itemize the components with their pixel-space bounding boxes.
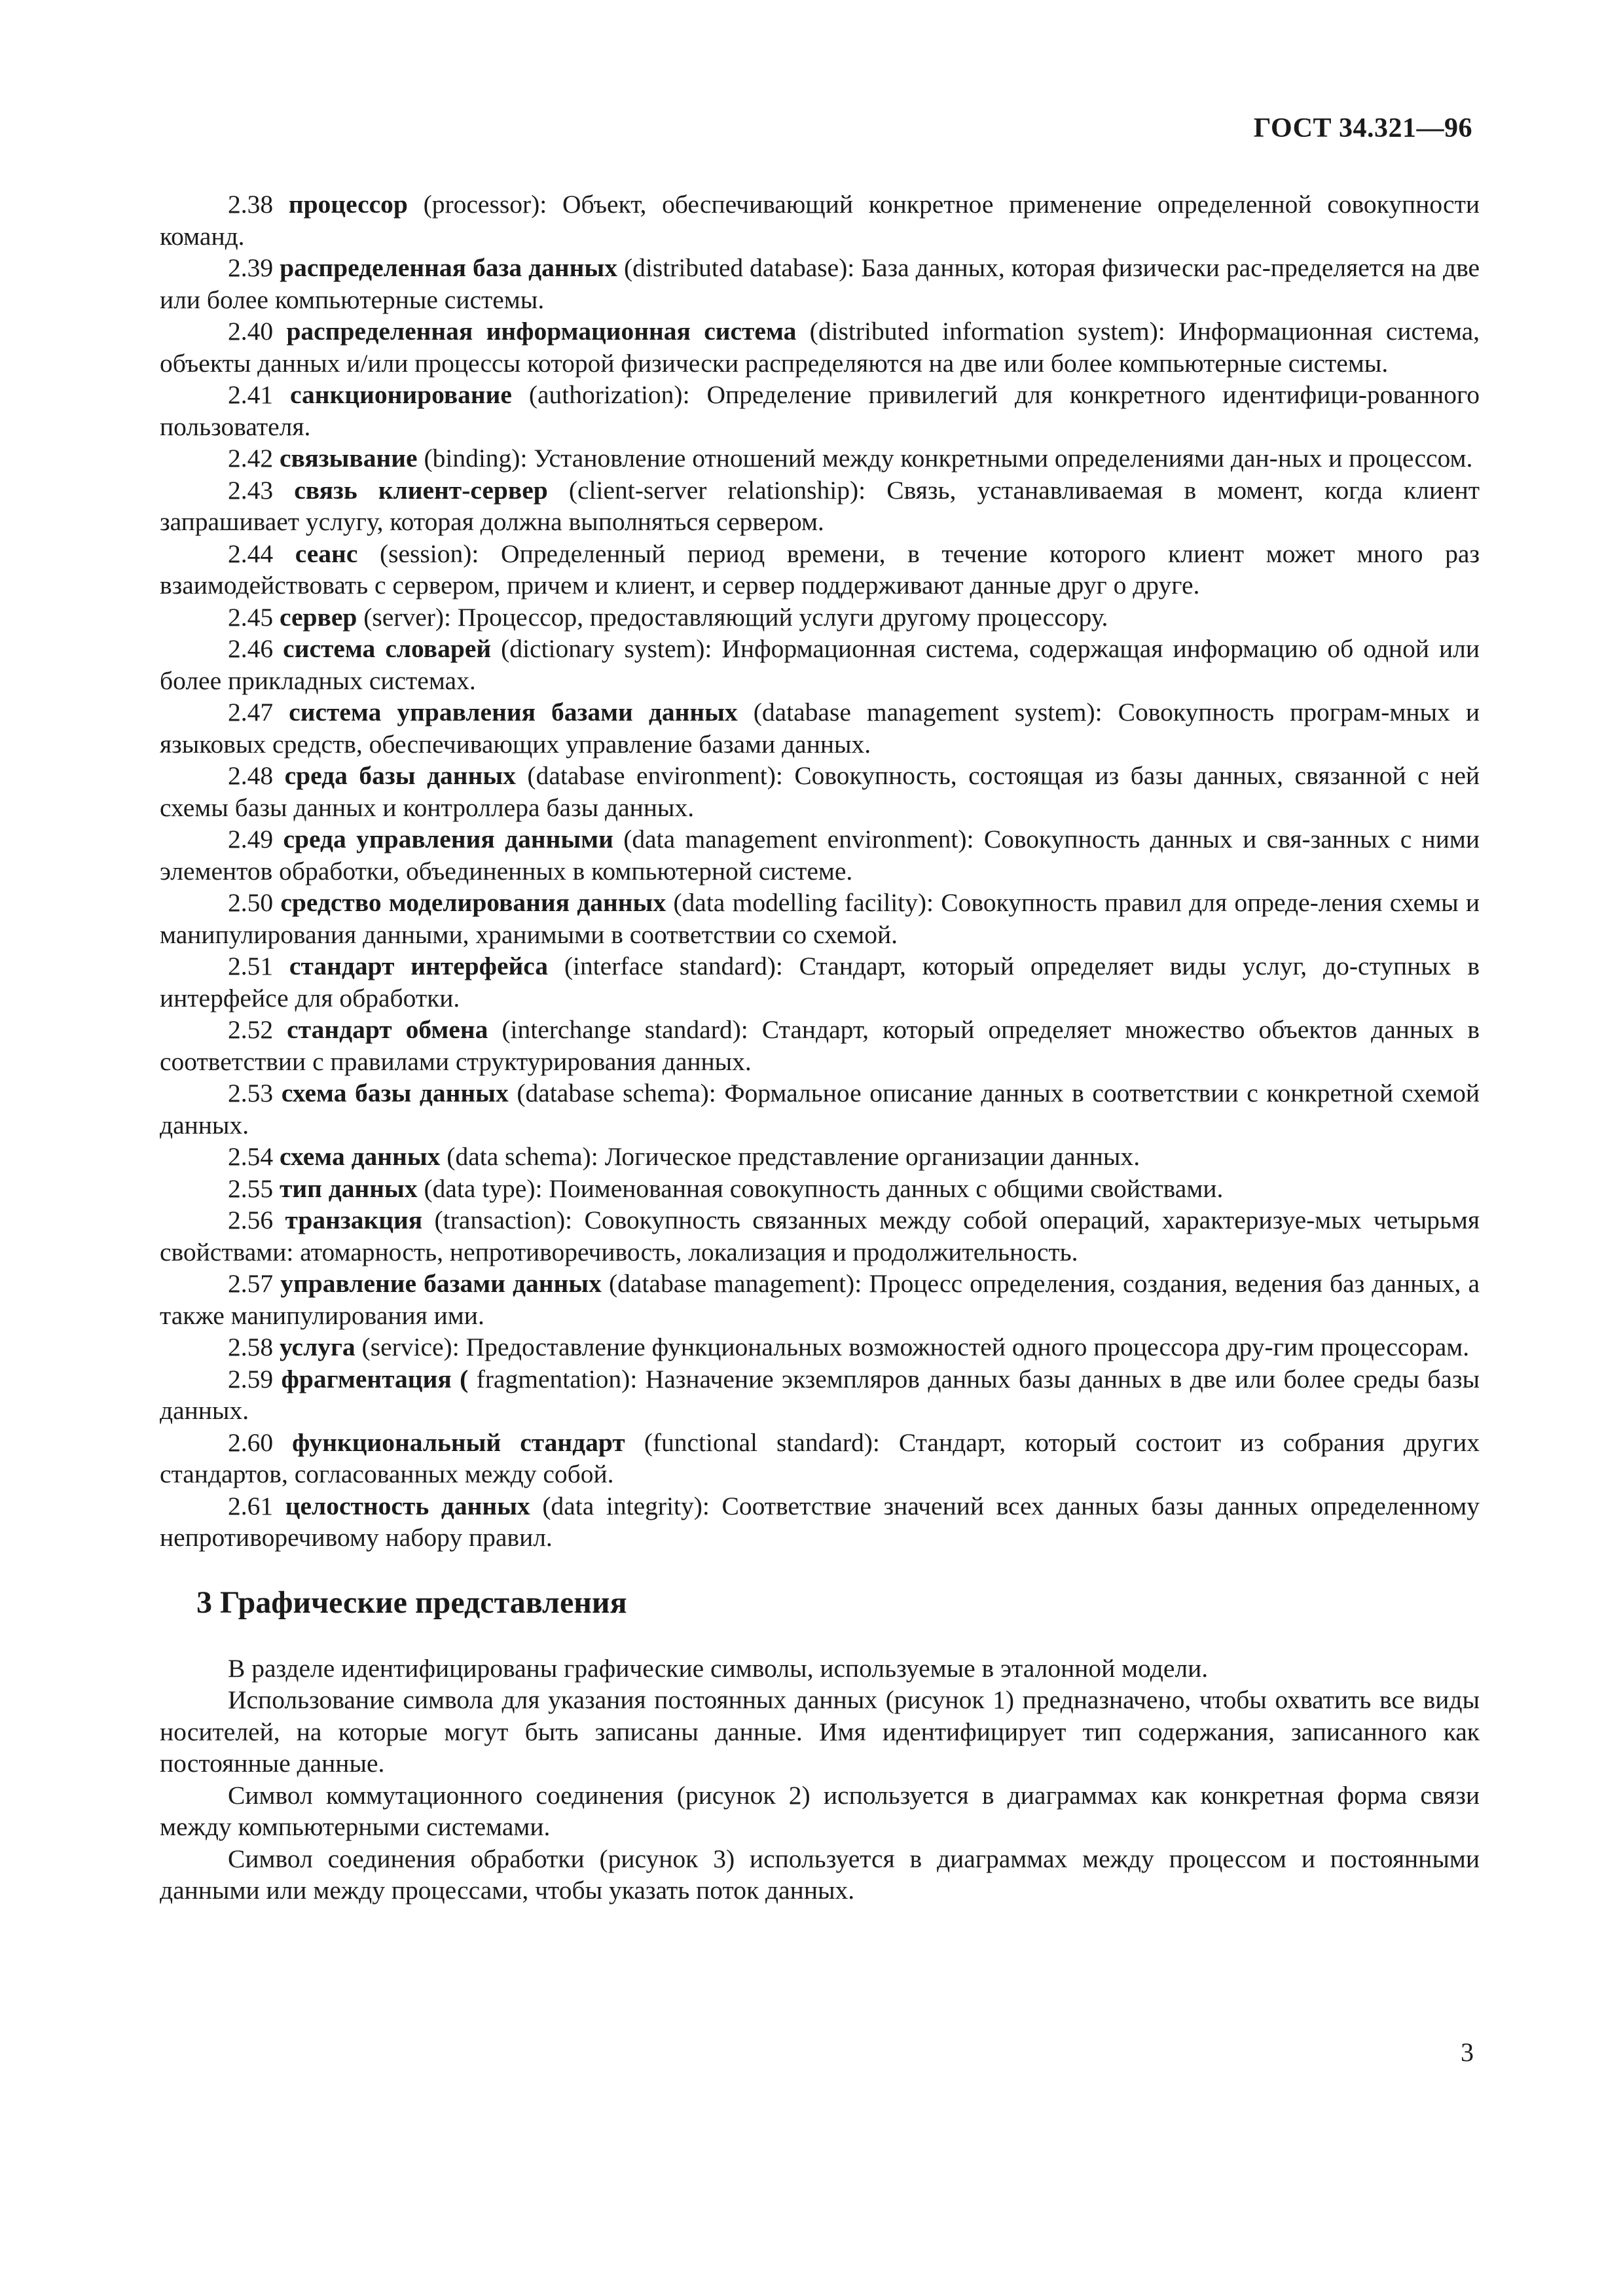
definition-item xyxy=(160,887,1480,950)
definition-term: транзакция xyxy=(285,1206,423,1234)
definition-number: 2.52 xyxy=(228,1015,274,1044)
definition-number: 2.58 xyxy=(228,1333,274,1361)
definition-english-term: (database management): xyxy=(609,1269,862,1298)
definition-text: Назначение экземпляров данных базы данных в две или более среды базы данных. xyxy=(160,1364,1480,1425)
definition-term: тип данных xyxy=(280,1174,418,1203)
definition-term: средство моделирования данных xyxy=(280,888,666,917)
definition-english-term: (service): xyxy=(361,1333,460,1361)
definition-term: процессор xyxy=(288,190,408,219)
definition-term: сервер xyxy=(280,602,357,632)
definition-term: схема базы данных xyxy=(281,1079,509,1107)
definition-text: Процессор, предоставляющий услуги другому процессору. xyxy=(457,602,1108,632)
definition-item xyxy=(160,1363,1480,1427)
definition-text: Поименованная совокупность данных с общими свойствами. xyxy=(549,1174,1224,1203)
definition-item xyxy=(160,379,1480,442)
definition-text: Связь, устанавливаемая в момент, когда клиент запрашивает услугу, которая должна выполняться сервером. xyxy=(160,475,1480,536)
definition-item xyxy=(160,252,1480,315)
definition-number: 2.59 xyxy=(228,1364,274,1393)
definition-number: 2.54 xyxy=(228,1142,274,1171)
definition-english-term: (session): xyxy=(380,539,479,568)
definition-number: 2.53 xyxy=(228,1079,274,1107)
definition-number: 2.42 xyxy=(228,444,274,473)
definition-term: стандарт обмена xyxy=(287,1015,488,1044)
definition-term: система словарей xyxy=(283,634,492,663)
definition-term: система управления базами данных xyxy=(289,698,738,726)
definition-english-term: (binding): xyxy=(424,444,528,473)
definition-number: 2.50 xyxy=(228,888,274,917)
definition-item xyxy=(160,188,1480,252)
definition-term: функциональный стандарт xyxy=(292,1427,625,1457)
definition-item xyxy=(160,950,1480,1014)
definition-text: Процесс определения, создания, ведения баз данных, а также манипулирования ими. xyxy=(160,1269,1480,1330)
definition-english-term: (transaction): xyxy=(434,1206,573,1234)
definition-text: База данных, которая физически рас-пределяется на две или более компьютерные системы. xyxy=(160,253,1480,314)
definition-term: распределенная база данных xyxy=(280,253,617,282)
definition-item xyxy=(160,442,1480,475)
definition-english-term: (client-server relationship): xyxy=(568,475,866,505)
definition-english-term: (functional standard): xyxy=(644,1427,880,1457)
definition-item xyxy=(160,538,1480,601)
definition-number: 2.55 xyxy=(228,1174,274,1203)
definition-english-term: (distributed database): xyxy=(624,253,855,282)
definition-item xyxy=(160,1427,1480,1490)
definition-english-term: (dictionary system): xyxy=(501,634,712,663)
definition-text: Установление отношений между конкретными определениями дан-ных и процессом. xyxy=(534,444,1473,473)
definition-item xyxy=(160,760,1480,823)
definition-text: Совокупность, состоящая из базы данных, связанной с ней схемы базы данных и контроллера базы данных. xyxy=(160,761,1480,822)
definition-item xyxy=(160,696,1480,760)
definition-english-term: (data integrity): xyxy=(542,1491,710,1520)
definition-text: Стандарт, который определяет виды услуг, до-ступных в интерфейсе для обработки. xyxy=(160,952,1480,1013)
definition-text: Стандарт, который определяет множество объектов данных в соответствии с правилами структурирования данных. xyxy=(160,1015,1480,1076)
definition-english-term: (data type): xyxy=(424,1174,543,1203)
section-paragraph: Использование символа для указания постоянных данных (рисунок 1) предназначено, чтобы охватить все виды носителей, на которые могут быть записаны данные. Имя идентифицирует тип содержания, записанного как постоянные данные. xyxy=(160,1685,1480,1778)
definition-text: Информационная система, объекты данных и/или процессы которой физически распределяются на две или более компьютерные системы. xyxy=(160,317,1480,378)
definition-item xyxy=(160,1141,1480,1173)
definition-english-term: (data management environment): xyxy=(623,825,974,853)
definition-number: 2.61 xyxy=(228,1491,274,1520)
definition-english-term: (authorization): xyxy=(528,380,690,409)
definition-number: 2.45 xyxy=(228,602,274,632)
definition-number: 2.51 xyxy=(228,952,274,980)
section-paragraph: В разделе идентифицированы графические символы, используемые в эталонной модели. xyxy=(228,1653,1209,1683)
page-number: 3 xyxy=(1461,2037,1474,2067)
definition-text: Логическое представление организации данных. xyxy=(604,1142,1140,1171)
definition-number: 2.60 xyxy=(228,1427,274,1457)
definition-text: Предоставление функциональных возможностей одного процессора дру-гим процессорам. xyxy=(465,1333,1470,1361)
definition-item xyxy=(160,1173,1480,1205)
definition-english-term: (interchange standard): xyxy=(501,1015,748,1044)
definition-number: 2.39 xyxy=(228,253,274,282)
definition-term: распределенная информационная система xyxy=(286,317,797,346)
definition-item xyxy=(160,1268,1480,1331)
definition-number: 2.40 xyxy=(228,317,274,346)
definition-text: Совокупность связанных между собой операций, характеризуе-мых четырьмя свойствами: атомарность, непротиворечивость, локализация и продолжительность. xyxy=(160,1206,1480,1266)
definition-text: Совокупность правил для опреде-ления схемы и манипулирования данными, хранимыми в соответствии со схемой. xyxy=(160,888,1480,949)
definition-number: 2.48 xyxy=(228,761,274,790)
definition-number: 2.47 xyxy=(228,698,274,726)
definition-number: 2.56 xyxy=(228,1206,274,1234)
definition-number: 2.38 xyxy=(228,190,274,219)
definition-item xyxy=(160,1331,1480,1363)
definition-item xyxy=(160,1014,1480,1077)
definition-english-term: (data schema): xyxy=(447,1142,598,1171)
definition-item xyxy=(160,315,1480,379)
definition-item xyxy=(160,633,1480,696)
definition-number: 2.49 xyxy=(228,825,274,853)
definition-term: целостность данных xyxy=(285,1491,530,1520)
definition-item xyxy=(160,823,1480,887)
definition-text: Совокупность данных и свя-занных с ними элементов обработки, объединенных в компьютерной системе. xyxy=(160,825,1480,886)
definition-item xyxy=(160,1077,1480,1141)
section-paragraph: Символ коммутационного соединения (рисунок 2) используется в диаграммах как конкретная форма связи между компьютерными системами. xyxy=(160,1780,1480,1841)
section-title: 3 Графические представления xyxy=(196,1585,627,1620)
definition-english-term: (database schema): xyxy=(517,1079,716,1107)
definition-term: схема данных xyxy=(280,1142,441,1171)
definition-text: Определение привилегий для конкретного идентифици-рованного пользователя. xyxy=(160,380,1480,441)
definition-item xyxy=(160,1204,1480,1268)
definition-number: 2.44 xyxy=(228,539,274,568)
section-paragraph: Символ соединения обработки (рисунок 3) используется в диаграммах между процессом и постоянными данными или между процессами, чтобы указать поток данных. xyxy=(160,1844,1480,1905)
definition-item xyxy=(160,601,1480,634)
definition-text: Объект, обеспечивающий конкретное применение определенной совокупности команд. xyxy=(160,190,1480,251)
definition-text: Совокупность програм-мных и языковых средств, обеспечивающих управление базами данных. xyxy=(160,698,1480,759)
definition-term: среда базы данных xyxy=(284,761,516,790)
definition-text: Определенный период времени, в течение которого клиент может много раз взаимодействовать с сервером, причем и клиент, и сервер поддерживают данные друг о друге. xyxy=(160,539,1480,600)
definitions-list xyxy=(160,188,1480,1554)
definition-text: Информационная система, содержащая информацию об одной или более прикладных системах. xyxy=(160,634,1480,695)
definition-term: сеанс xyxy=(295,539,358,568)
definition-term: услуга xyxy=(280,1333,356,1361)
definition-text: Формальное описание данных в соответствии с конкретной схемой данных. xyxy=(160,1079,1480,1139)
definition-text: Соответствие значений всех данных базы данных определенному непротиворечивому набору правил. xyxy=(160,1491,1480,1552)
definition-term: среда управления данными xyxy=(283,825,613,853)
body-text xyxy=(160,188,1480,1907)
definition-english-term: (processor): xyxy=(423,190,547,219)
standard-header: ГОСТ 34.321—96 xyxy=(1253,113,1472,143)
definition-term: связывание xyxy=(280,444,418,473)
definition-english-term: (database environment): xyxy=(527,761,783,790)
definition-number: 2.57 xyxy=(228,1269,274,1298)
definition-english-term: (data modelling facility): xyxy=(673,888,934,917)
definition-item xyxy=(160,1490,1480,1554)
definition-english-term: (server): xyxy=(363,602,452,632)
definition-term: санкционирование xyxy=(290,380,512,409)
definition-term: фрагментация ( xyxy=(281,1364,469,1393)
definition-number: 2.43 xyxy=(228,475,274,505)
definition-english-term: fragmentation): xyxy=(476,1364,638,1393)
definition-english-term: (interface standard): xyxy=(564,952,783,980)
definition-number: 2.41 xyxy=(228,380,274,409)
definition-term: стандарт интерфейса xyxy=(289,952,549,980)
definition-number: 2.46 xyxy=(228,634,274,663)
definition-english-term: (database management system): xyxy=(753,698,1103,726)
definition-item xyxy=(160,475,1480,538)
definition-term: управление базами данных xyxy=(280,1269,602,1298)
definition-term: связь клиент-сервер xyxy=(294,475,548,505)
definition-english-term: (distributed information system): xyxy=(809,317,1165,346)
definition-text: Стандарт, который состоит из собрания других стандартов, согласованных между собой. xyxy=(160,1427,1480,1488)
